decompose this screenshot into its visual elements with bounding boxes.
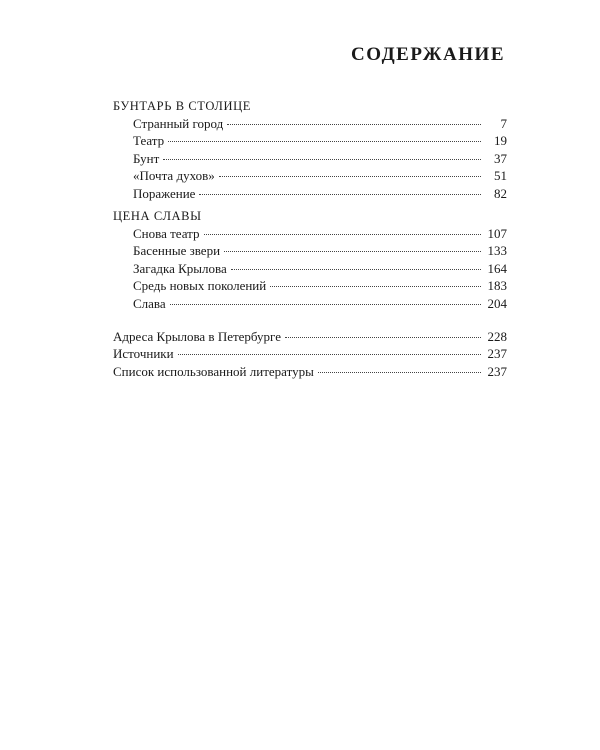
dot-leader: [231, 269, 481, 270]
spacer: [113, 312, 507, 328]
page-title: СОДЕРЖАНИЕ: [351, 44, 505, 65]
entry-title: Адреса Крылова в Петербурге: [113, 328, 281, 344]
entry-page-number: 82: [494, 185, 507, 201]
dot-leader: [270, 286, 481, 287]
entry-title: Источники: [113, 346, 174, 362]
entry-page-number: 164: [487, 260, 507, 276]
entry-title: Средь новых поколений: [133, 278, 267, 294]
entry-title: Театр: [133, 133, 165, 149]
toc-entry: [113, 132, 507, 149]
toc-entry: [113, 225, 507, 242]
entry-title: Поражение: [133, 185, 196, 201]
entry-page-number: 51: [494, 168, 507, 184]
entry-title: Список использованной литературы: [113, 363, 314, 379]
entry-title: Загадка Крылова: [133, 260, 227, 276]
toc-entry: [113, 363, 507, 380]
entry-title: Слава: [133, 295, 166, 311]
entry-page-number: 237: [487, 363, 507, 379]
entry-title: «Почта духов»: [133, 168, 215, 184]
entry-page-number: 107: [487, 225, 507, 241]
entry-title: Снова театр: [133, 225, 200, 241]
dot-leader: [204, 234, 482, 235]
toc-entry: [113, 242, 507, 259]
dot-leader: [170, 304, 481, 305]
toc-entry: [113, 345, 507, 362]
dot-leader: [219, 176, 481, 177]
toc-entry: [113, 295, 507, 312]
toc-entry: [113, 167, 507, 184]
toc-entry: [113, 185, 507, 202]
entry-title: Странный город: [133, 116, 224, 131]
entry-page-number: 204: [487, 295, 507, 311]
dot-leader: [318, 372, 481, 373]
toc-entry: [113, 115, 507, 132]
dot-leader: [168, 141, 481, 142]
part-heading: БУНТАРЬ В СТОЛИЦЕ: [113, 99, 251, 113]
entry-page-number: 228: [487, 328, 507, 344]
table-of-contents: [113, 98, 507, 380]
dot-leader: [224, 251, 481, 252]
toc-entry: [113, 277, 507, 294]
entry-page-number: 19: [494, 133, 507, 149]
part-heading: ЦЕНА СЛАВЫ: [113, 208, 202, 223]
entry-title: Бунт: [133, 150, 160, 166]
dot-leader: [227, 124, 481, 125]
toc-entry: [113, 150, 507, 167]
dot-leader: [178, 354, 481, 355]
entry-page-number: 237: [487, 346, 507, 362]
dot-leader: [285, 337, 481, 338]
entry-title: Басенные звери: [133, 243, 221, 259]
entry-page-number: 7: [500, 116, 507, 131]
entry-page-number: 37: [494, 150, 507, 166]
toc-entry: [113, 328, 507, 345]
entry-page-number: 183: [487, 278, 507, 294]
entry-page-number: 133: [487, 243, 507, 259]
toc-entry: [113, 260, 507, 277]
dot-leader: [163, 159, 481, 160]
dot-leader: [199, 194, 481, 195]
